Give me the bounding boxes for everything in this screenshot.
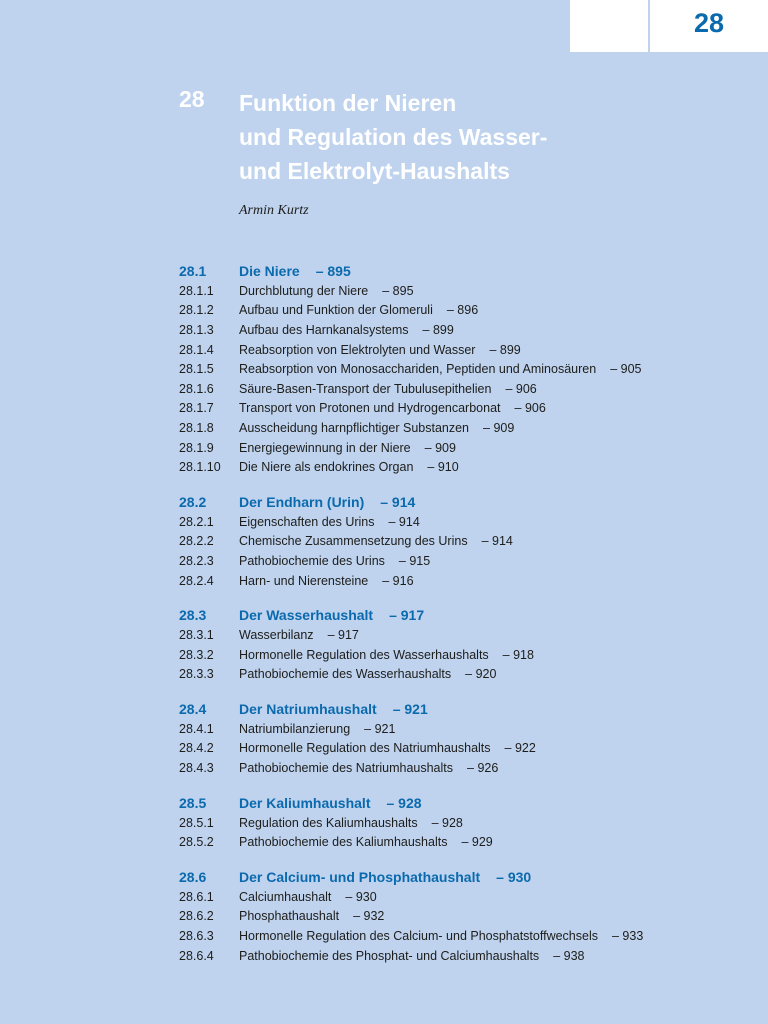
toc-section-title: Der Calcium- und Phosphathaushalt [239,869,481,886]
toc-entry-title: Hormonelle Regulation des Calcium- und Phosphatstoffwechsels [239,929,598,944]
toc-entry-num: 28.4.1 [179,721,214,736]
toc-entry[interactable] [179,340,739,360]
toc-entry-num: 28.1.1 [179,283,214,298]
toc-entry-page: – 921 [364,721,396,736]
toc-entry[interactable] [179,832,739,852]
toc-section-num: 28.5 [179,794,207,811]
toc-entry[interactable] [179,645,739,665]
toc-section-num: 28.1 [179,263,207,279]
toc-entry[interactable] [179,907,739,927]
toc-section-num: 28.3 [179,607,207,624]
toc-entry-page: – 932 [353,909,385,924]
toc-entry-title: Durchblutung der Niere [239,283,369,298]
toc-entry[interactable] [179,739,739,759]
toc-entry-page: – 928 [431,815,463,830]
toc-entry-title: Pathobiochemie des Kaliumhaushalts [239,835,448,850]
toc-entry-num: 28.1.8 [179,420,214,435]
toc-entry[interactable] [179,281,739,301]
toc-section-heading[interactable] [179,867,739,887]
toc-section-title: Der Wasserhaushalt [239,607,374,624]
toc-entry-num: 28.6.1 [179,889,214,904]
toc-entry-title: Energiegewinnung in der Niere [239,440,411,455]
toc-entry-num: 28.1.7 [179,401,214,416]
toc-entry[interactable] [179,813,739,833]
toc-entry-num: 28.6.2 [179,909,214,924]
toc-entry-title: Chemische Zusammensetzung des Urins [239,534,468,549]
toc-entry-title: Aufbau und Funktion der Glomeruli [239,303,433,318]
toc-section-heading[interactable] [179,492,739,512]
toc-entry-num: 28.4.3 [179,761,214,776]
toc-entry-page: – 920 [465,667,497,682]
toc-entry-num: 28.3.3 [179,667,214,682]
toc-entry-page: – 914 [481,534,513,549]
toc-entry-page: – 899 [422,322,454,337]
toc-entry-num: 28.6.3 [179,929,214,944]
toc-entry-title: Wasserbilanz [239,628,314,643]
chapter-title-line: und Regulation des Wasser- [239,124,548,150]
toc-section-num: 28.4 [179,701,207,718]
toc-entry-page: – 915 [398,553,431,568]
toc-entry-num: 28.4.2 [179,741,214,756]
toc-entry-page: – 918 [502,647,534,662]
toc-section-page: – 928 [386,794,422,811]
toc-entry[interactable] [179,438,739,458]
toc-entry[interactable] [179,625,739,645]
toc-entry-num: 28.2.3 [179,553,214,568]
toc-entry-num: 28.6.4 [179,948,214,963]
toc-section-heading[interactable] [179,261,739,281]
toc-section [179,699,739,778]
toc-entry[interactable] [179,532,739,552]
toc-entry-title: Pathobiochemie des Phosphat- und Calciumhaushalts [239,948,540,963]
toc-entry-page: – 926 [467,761,499,776]
toc-entry[interactable] [179,887,739,907]
toc-entry-num: 28.2.2 [179,534,214,549]
chapter-title-line: Funktion der Nieren [239,90,457,116]
toc-entry-page: – 906 [514,401,546,416]
toc-section [179,793,739,852]
toc-entry-title: Reabsorption von Elektrolyten und Wasser [239,342,476,357]
toc-entry-title: Aufbau des Harnkanalsystems [239,322,409,337]
toc-section-title: Die Niere [239,263,300,279]
author: Armin Kurtz [239,203,309,218]
toc-entry[interactable] [179,946,739,966]
toc-entry[interactable] [179,926,739,946]
chapter-number: 28 [179,86,205,112]
toc-entry-page: – 909 [483,420,515,435]
toc-section-page: – 930 [496,869,532,886]
toc-entry[interactable] [179,320,739,340]
toc-entry-num: 28.1.6 [179,381,214,396]
toc-section-heading[interactable] [179,699,739,719]
toc-entry-title: Natriumbilanzierung [239,721,351,736]
toc-entry[interactable] [179,571,739,591]
toc-entry-num: 28.2.4 [179,573,214,588]
toc-entry-title: Säure-Basen-Transport der Tubulusepithelien [239,381,492,396]
toc-entry[interactable] [179,719,739,739]
toc-entry-page: – 899 [489,342,521,357]
toc-entry-title: Hormonelle Regulation des Wasserhaushalts [239,647,489,662]
toc-entry-num: 28.5.2 [179,835,214,850]
toc-section-page: – 895 [315,263,351,279]
toc-section-num: 28.2 [179,493,207,510]
chapter-title [239,86,659,188]
toc-entry-page: – 910 [427,460,459,475]
toc-section [179,605,739,684]
toc-entry-page: – 909 [424,440,456,455]
toc-entry-num: 28.5.1 [179,815,214,830]
toc-entry-title: Reabsorption von Monosacchariden, Peptiden und Aminosäuren [239,362,597,377]
toc-entry-num: 28.1.2 [179,303,214,318]
toc-section-page: – 914 [380,493,416,510]
toc-section-heading[interactable] [179,605,739,625]
toc-entry[interactable] [179,512,739,532]
table-of-contents [179,261,739,980]
toc-section-title: Der Endharn (Urin) [239,493,365,510]
toc-entry-num: 28.3.1 [179,628,214,643]
toc-entry-title: Regulation des Kaliumhaushalts [239,815,418,830]
toc-entry[interactable] [179,551,739,571]
toc-entry[interactable] [179,758,739,778]
toc-entry-title: Eigenschaften des Urins [239,514,375,529]
toc-entry[interactable] [179,457,739,477]
toc-entry-title: Harn- und Nierensteine [239,573,369,588]
toc-section [179,492,739,590]
chapter-title-line: und Elektrolyt-Haushalts [239,158,510,184]
toc-entry[interactable] [179,399,739,419]
toc-entry-title: Phosphathaushalt [239,909,340,924]
toc-entry-num: 28.3.2 [179,647,214,662]
toc-entry-num: 28.1.5 [179,362,214,377]
toc-entry-num: 28.1.4 [179,342,214,357]
toc-entry-title: Transport von Protonen und Hydrogencarbonat [239,401,501,416]
toc-section-page: – 917 [389,607,425,624]
toc-entry-page: – 917 [327,628,359,643]
toc-section-title: Der Natriumhaushalt [239,701,377,718]
toc-section [179,261,739,477]
toc-entry-page: – 906 [505,381,537,396]
toc-entry-page: – 929 [461,835,493,850]
toc-section-title: Der Kaliumhaushalt [239,794,371,811]
toc-entry-title: Die Niere als endokrines Organ [239,460,414,475]
toc-entry-page: – 896 [446,303,479,318]
toc-entry-num: 28.1.9 [179,440,214,455]
toc-entry-num: 28.1.10 [179,460,221,475]
toc-entry[interactable] [179,359,739,379]
toc-entry-page: – 916 [382,573,414,588]
toc-entry-page: – 905 [610,362,642,377]
toc-entry-title: Calciumhaushalt [239,889,332,904]
toc-entry-title: Hormonelle Regulation des Natriumhaushalts [239,741,491,756]
toc-entry-title: Ausscheidung harnpflichtiger Substanzen [239,420,470,435]
toc-section-num: 28.6 [179,869,207,886]
toc-entry[interactable] [179,301,739,321]
toc-entry-page: – 895 [382,283,414,298]
toc-entry[interactable] [179,379,739,399]
toc-entry-page: – 922 [504,741,536,756]
toc-section-heading[interactable] [179,793,739,813]
toc-entry-title: Pathobiochemie des Urins [239,553,385,568]
toc-entry-page: – 933 [612,929,644,944]
chapter-tab-number: 28 [693,8,725,38]
toc-entry-page: – 930 [345,889,377,904]
toc-entry-title: Pathobiochemie des Wasserhaushalts [239,667,452,682]
toc-entry[interactable] [179,665,739,685]
toc-entry-num: 28.2.1 [179,514,214,529]
toc-section [179,867,739,965]
toc-entry[interactable] [179,418,739,438]
toc-section-page: – 921 [392,701,428,718]
toc-entry-page: – 938 [553,948,585,963]
toc-entry-title: Pathobiochemie des Natriumhaushalts [239,761,454,776]
toc-entry-page: – 914 [388,514,420,529]
toc-entry-num: 28.1.3 [179,322,214,337]
